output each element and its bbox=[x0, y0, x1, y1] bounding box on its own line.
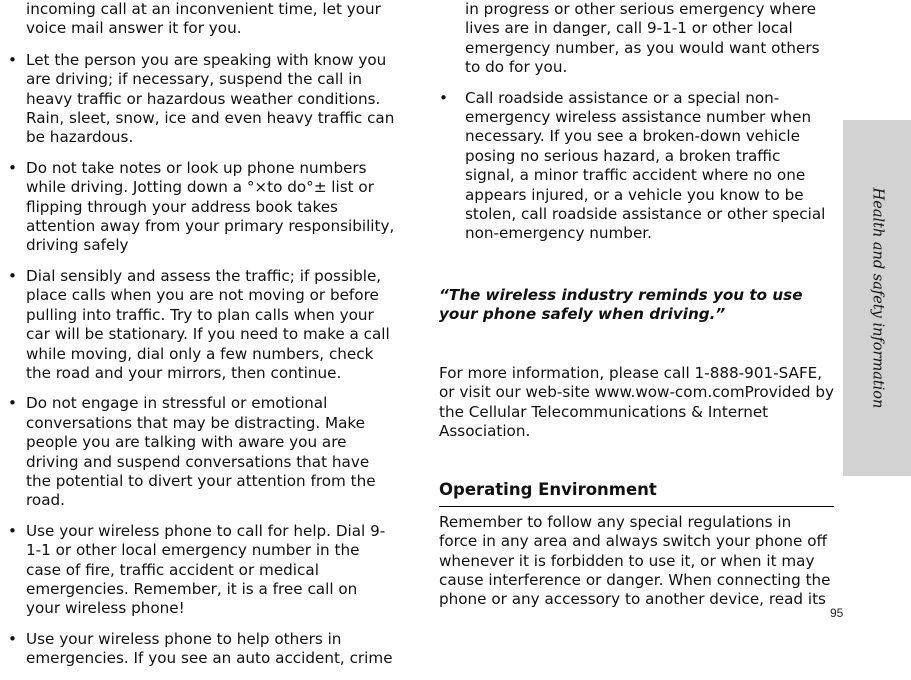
bullet-icon: • bbox=[8, 394, 17, 413]
list-item-text: Call roadside assistance or a special non-emergency wireless assistance number when necessary. If you see a broken-down vehicle posing no serious hazard, a broken traffic signal, a minor traffic accident where no one appears injured, or a vehicle you know to be stolen, call roadside assistance or other special non-emergency number. bbox=[465, 88, 826, 243]
side-tab bbox=[843, 120, 911, 476]
list-item-text: Let the person you are speaking with know you are driving; if necessary, suspend the call in heavy traffic or hazardous weather conditions. Rain, sleet, snow, ice and even heavy traffic can be hazardous. bbox=[26, 50, 395, 147]
side-tab-label: Health and safety information bbox=[869, 187, 886, 409]
left-column bbox=[8, 0, 396, 680]
list-item bbox=[8, 267, 396, 383]
right-column bbox=[439, 0, 834, 610]
operating-paragraph: Remember to follow any special regulations in force in any area and always switch your phone off whenever it is forbidden to use it, or when it may cause interference or danger. When connecting the phone or any accessory to another device, read its bbox=[439, 512, 831, 609]
bullet-icon: • bbox=[8, 266, 17, 285]
list-item bbox=[8, 159, 396, 256]
bullet-icon: • bbox=[8, 50, 17, 69]
list-item-text: Dial sensibly and assess the traffic; if possible, place calls when you are not moving or before pulling into traffic. Try to plan calls when your car will be stationary. If you need to make a call while moving, dial only a few numbers, check the road and your mirrors, then continue. bbox=[26, 266, 390, 382]
bullet-icon: • bbox=[8, 629, 17, 648]
list-item bbox=[8, 630, 396, 669]
bullet-icon: • bbox=[8, 521, 17, 540]
safety-slogan: “The wireless industry reminds you to use your phone safely when driving.” bbox=[439, 285, 803, 324]
list-item-text: Do not engage in stressful or emotional conversations that may be distracting. Make people you are talking with aware you are driving and suspend conversations that have the potential to divert your attention from the road. bbox=[26, 394, 376, 510]
page-number: 95 bbox=[830, 606, 844, 620]
info-paragraph: For more information, please call 1-888-901-SAFE, or visit our web-site www.wow-com.comProvided by the Cellular Telecommunications & Internet Association. bbox=[439, 363, 835, 440]
list-item-text: Use your wireless phone to help others in emergencies. If you see an auto accident, crime bbox=[26, 629, 393, 668]
continued-text: in progress or other serious emergency where lives are in danger, call 9-1-1 or other local emergency number, as you would want others to do for you. bbox=[465, 0, 820, 77]
section-heading: Operating Environment bbox=[439, 480, 834, 506]
list-item bbox=[439, 89, 834, 244]
list-item-text: Use your wireless phone to call for help. Dial 9-1-1 or other local emergency number in the case of fire, traffic accident or medical emergencies. Remember, it is a free call on your wireless phone! bbox=[26, 521, 386, 618]
bullet-icon: • bbox=[8, 158, 17, 177]
bullet-icon: • bbox=[439, 88, 448, 107]
list-item bbox=[8, 394, 396, 510]
list-item bbox=[8, 51, 396, 148]
list-item bbox=[8, 522, 396, 619]
list-item-text: Do not take notes or look up phone numbers while driving. Jotting down a °×to do°± list or flipping through your address book takes attention away from your primary responsibility, driving safely bbox=[26, 158, 395, 255]
intro-tail: incoming call at an inconvenient time, let your voice mail answer it for you. bbox=[26, 0, 381, 38]
